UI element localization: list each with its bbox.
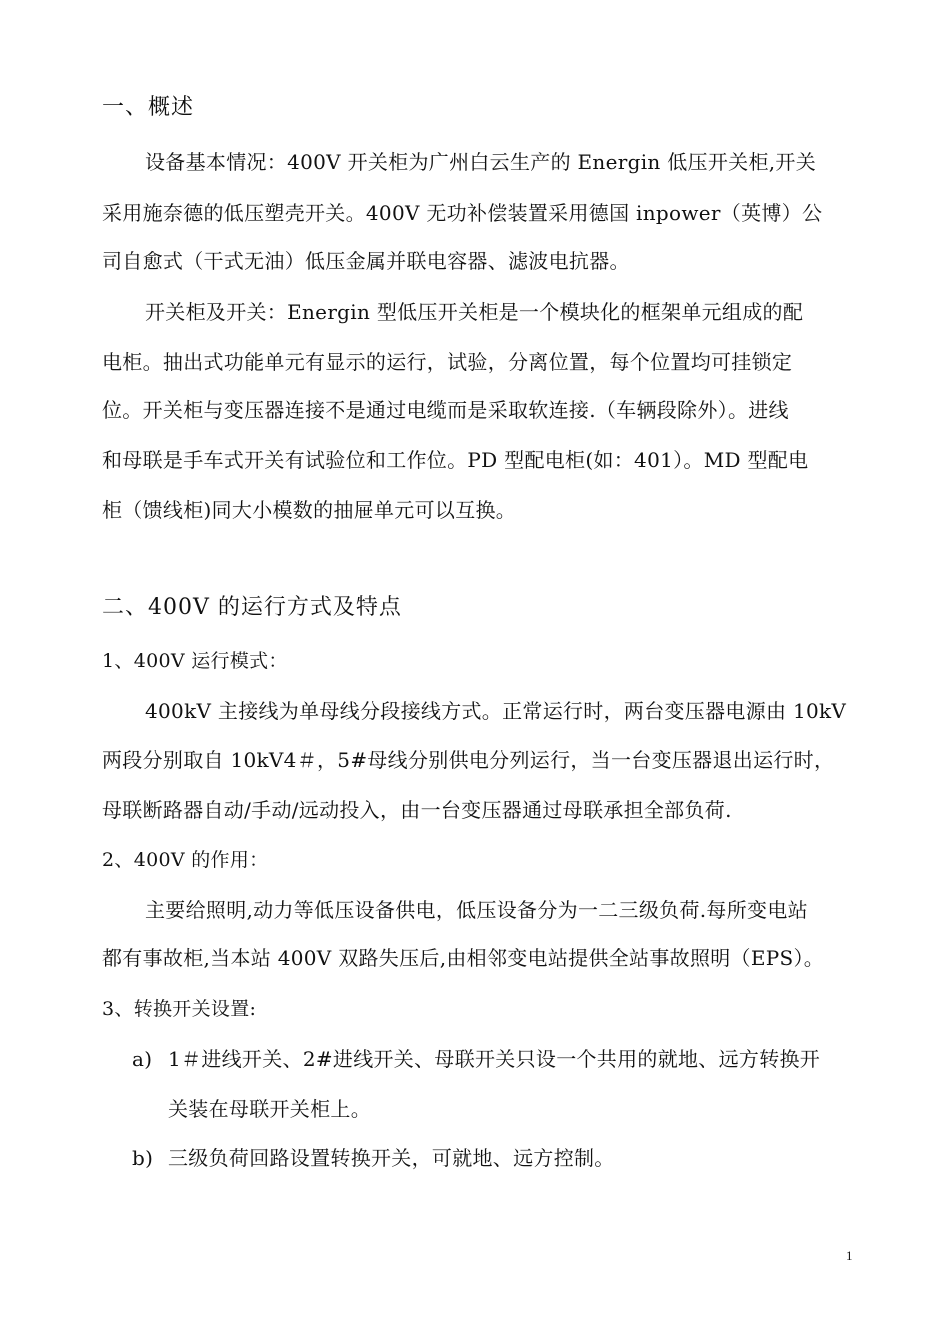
paragraph-line: 400kV 主接线为单母线分段接线方式。正常运行时，两台变压器电源由 10kV bbox=[145, 699, 847, 723]
paragraph-line: 位。开关柜与变压器连接不是通过电缆而是采取软连接.（车辆段除外）。进线 bbox=[102, 398, 789, 422]
list-marker: b) bbox=[132, 1146, 154, 1170]
paragraph-line: 司自愈式（干式无油）低压金属并联电容器、滤波电抗器。 bbox=[102, 249, 630, 273]
page-number: 1 bbox=[846, 1248, 853, 1263]
subsection-1-title: 1、400V 运行模式： bbox=[102, 650, 288, 672]
list-item-line: 1＃进线开关、2#进线开关、母联开关只设一个共用的就地、远方转换开 bbox=[168, 1047, 821, 1071]
paragraph-line: 采用施奈德的低压塑壳开关。400V 无功补偿装置采用德国 inpower（英博）公 bbox=[102, 201, 823, 225]
list-item-line: 关装在母联开关柜上。 bbox=[168, 1097, 371, 1121]
paragraph-line: 主要给照明,动力等低压设备供电，低压设备分为一二三级负荷.每所变电站 bbox=[145, 898, 808, 922]
paragraph-line: 和母联是手车式开关有试验位和工作位。PD 型配电柜(如：401）。MD 型配电 bbox=[102, 448, 809, 472]
list-marker: a) bbox=[132, 1047, 153, 1071]
section-1-heading: 一、概述 bbox=[102, 95, 195, 120]
paragraph-line: 两段分别取自 10kV4＃，5#母线分别供电分列运行，当一台变压器退出运行时， bbox=[102, 748, 835, 772]
paragraph-line: 设备基本情况：400V 开关柜为广州白云生产的 Energin 低压开关柜,开关 bbox=[145, 150, 817, 174]
paragraph-line: 柜（馈线柜)同大小模数的抽屉单元可以互换。 bbox=[102, 498, 517, 522]
subsection-3-title: 3、转换开关设置: bbox=[102, 998, 257, 1020]
paragraph-line: 开关柜及开关：Energin 型低压开关柜是一个模块化的框架单元组成的配 bbox=[145, 300, 804, 324]
paragraph-line: 母联断路器自动/手动/远动投入，由一台变压器通过母联承担全部负荷. bbox=[102, 798, 732, 822]
section-2-heading: 二、400V 的运行方式及特点 bbox=[102, 595, 402, 620]
subsection-2-title: 2、400V 的作用： bbox=[102, 849, 269, 871]
paragraph-line: 电柜。抽出式功能单元有显示的运行，试验，分离位置，每个位置均可挂锁定 bbox=[102, 350, 793, 374]
list-item-line: 三级负荷回路设置转换开关，可就地、远方控制。 bbox=[168, 1146, 615, 1170]
paragraph-line: 都有事故柜,当本站 400V 双路失压后,由相邻变电站提供全站事故照明（EPS）。 bbox=[102, 946, 825, 970]
